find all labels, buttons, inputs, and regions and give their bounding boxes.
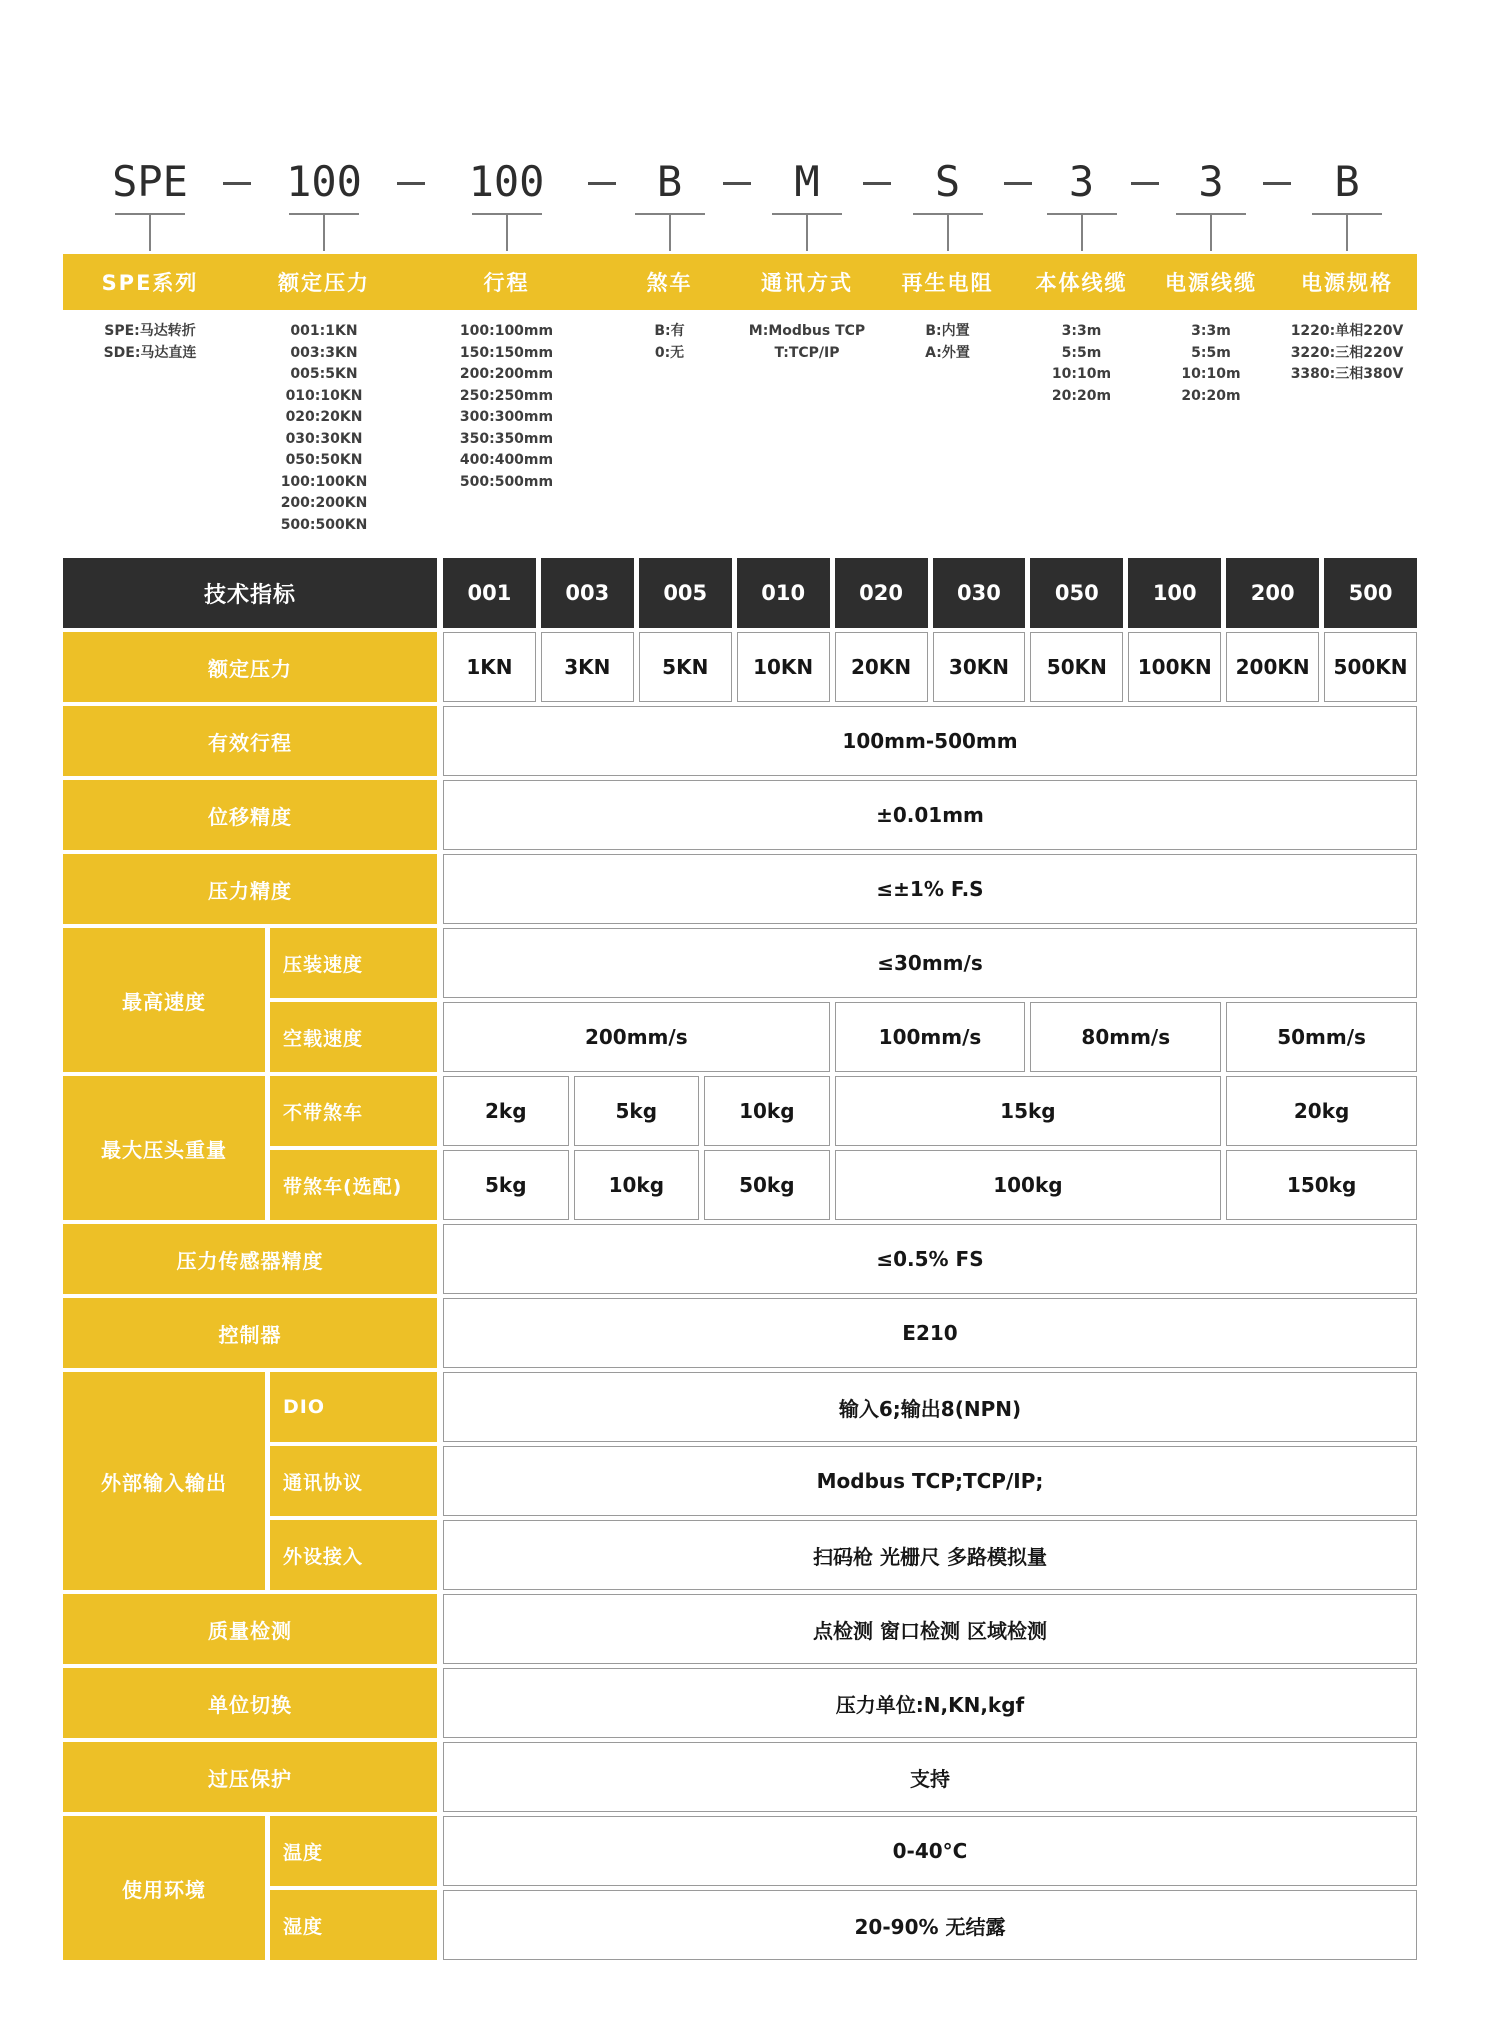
table-row [63, 1224, 1417, 1294]
group-rows [270, 1816, 1417, 1960]
model-segment [1018, 157, 1145, 536]
segment-options [1145, 321, 1277, 407]
cell-value: 30KN [933, 632, 1026, 702]
row-data [443, 928, 1417, 998]
table-row [63, 706, 1417, 776]
cell-value: 扫码枪 光栅尺 多路模拟量 [443, 1520, 1417, 1590]
option-item: 5:5m [1061, 344, 1102, 361]
option-item: 350:350mm [459, 430, 554, 447]
option-item: 3:3m [1191, 323, 1231, 339]
column-header: 020 [835, 558, 928, 628]
cell-value: 200KN [1226, 632, 1319, 702]
segment-options [237, 321, 411, 536]
table-header-label: 技术指标 [63, 558, 437, 628]
segment-label: 电源线缆 [1145, 254, 1277, 310]
cell-value: 150kg [1226, 1150, 1417, 1220]
model-code-value: M [737, 160, 877, 204]
model-segment [411, 157, 602, 536]
row-label: 控制器 [63, 1298, 437, 1368]
option-item: 500:500KN [280, 516, 368, 533]
spec-sheet [63, 0, 1417, 1960]
table-row [270, 1890, 1417, 1960]
table-row [63, 1298, 1417, 1368]
model-code-value: 100 [237, 160, 411, 204]
row-data [443, 1076, 1417, 1146]
column-header: 100 [1128, 558, 1221, 628]
model-segment [1277, 157, 1417, 536]
row-data [443, 854, 1417, 924]
cell-value: 100mm-500mm [443, 706, 1417, 776]
option-item: 20:20m [1181, 387, 1241, 404]
row-data [443, 1520, 1417, 1590]
row-label: 单位切换 [63, 1668, 437, 1738]
cell-value: 100kg [835, 1150, 1222, 1220]
table-group-section [63, 1076, 1417, 1220]
cell-value: ±0.01mm [443, 780, 1417, 850]
cell-value: 10kg [704, 1076, 830, 1146]
cell-value: 1KN [443, 632, 536, 702]
cell-value: 20KN [835, 632, 928, 702]
option-item: 3:3m [1061, 323, 1102, 339]
connector-line [149, 215, 151, 251]
connector-line [506, 215, 508, 251]
model-segment [877, 157, 1018, 536]
option-item: 400:400mm [459, 452, 554, 468]
cell-value: 3KN [541, 632, 634, 702]
table-row [270, 1446, 1417, 1516]
row-data [443, 1668, 1417, 1738]
segment-label: 电源规格 [1277, 254, 1417, 310]
row-label: 位移精度 [63, 780, 437, 850]
column-header: 001 [443, 558, 536, 628]
option-item: B:有 [654, 323, 685, 339]
model-code-value: SPE [63, 160, 237, 204]
option-item: 030:30KN [285, 430, 363, 447]
option-item: 020:20KN [285, 409, 363, 425]
cell-value: 10kg [574, 1150, 700, 1220]
cell-value: E210 [443, 1298, 1417, 1368]
cell-value: 80mm/s [1030, 1002, 1221, 1072]
spec-table [63, 558, 1417, 1960]
cell-value: 100mm/s [835, 1002, 1026, 1072]
row-data [443, 1002, 1417, 1072]
group-rows [270, 1076, 1417, 1220]
table-header-columns [443, 558, 1417, 628]
row-label: 带煞车(选配) [270, 1150, 437, 1220]
option-item: 250:250mm [459, 387, 554, 404]
column-header: 050 [1030, 558, 1123, 628]
segment-label: 额定压力 [237, 254, 411, 310]
option-item: 20:20m [1051, 387, 1112, 404]
connector-line [806, 215, 808, 251]
table-row [63, 632, 1417, 702]
segment-label: 行程 [411, 254, 602, 310]
connector-line [947, 215, 949, 251]
table-group-section [63, 1372, 1417, 1590]
group-label: 外部输入输出 [63, 1372, 265, 1590]
cell-value: 支持 [443, 1742, 1417, 1812]
table-row [270, 1002, 1417, 1072]
cell-value: 20kg [1226, 1076, 1417, 1146]
cell-value: 输入6;输出8(NPN) [443, 1372, 1417, 1442]
option-item: 001:1KN [290, 323, 358, 339]
connector-line [1346, 215, 1348, 251]
row-data [443, 1594, 1417, 1664]
segment-label: SPE系列 [63, 254, 237, 310]
row-data [443, 1446, 1417, 1516]
cell-value: ≤0.5% FS [443, 1224, 1417, 1294]
table-row [63, 1594, 1417, 1664]
connector-line [1210, 215, 1212, 251]
row-data [443, 1372, 1417, 1442]
option-item: 010:10KN [285, 387, 363, 404]
column-header: 200 [1226, 558, 1319, 628]
model-segment [1145, 157, 1277, 536]
model-segment [237, 157, 411, 536]
cell-value: 15kg [835, 1076, 1222, 1146]
table-row [63, 780, 1417, 850]
table-row [63, 1668, 1417, 1738]
model-code-section [63, 157, 1417, 536]
row-data [443, 706, 1417, 776]
group-rows [270, 928, 1417, 1072]
row-data [443, 1150, 1417, 1220]
table-group-section [63, 1816, 1417, 1960]
option-item: A:外置 [925, 344, 970, 361]
table-row [270, 1816, 1417, 1886]
model-code-value: S [877, 160, 1018, 204]
segment-options [737, 321, 877, 364]
option-item: SPE:马达转折 [104, 323, 196, 339]
row-label: 湿度 [270, 1890, 437, 1960]
segment-label: 煞车 [602, 254, 737, 310]
segment-label: 本体线缆 [1018, 254, 1145, 310]
table-row [270, 1150, 1417, 1220]
model-segment [63, 157, 237, 536]
segment-options [411, 321, 602, 493]
row-label: 空载速度 [270, 1002, 437, 1072]
row-label: 压力传感器精度 [63, 1224, 437, 1294]
cell-value: 压力单位:N,KN,kgf [443, 1668, 1417, 1738]
row-data [443, 780, 1417, 850]
segment-options [63, 321, 237, 364]
cell-value: 50kg [704, 1150, 830, 1220]
option-item: 150:150mm [459, 344, 554, 361]
option-item: T:TCP/IP [774, 344, 840, 361]
table-row [270, 928, 1417, 998]
row-label: 外设接入 [270, 1520, 437, 1590]
option-item: 200:200KN [280, 495, 368, 511]
cell-value: ≤±1% F.S [443, 854, 1417, 924]
table-group-section [63, 928, 1417, 1072]
option-item: 100:100KN [280, 473, 368, 490]
cell-value: 50KN [1030, 632, 1123, 702]
cell-value: 5kg [443, 1150, 569, 1220]
segment-options [602, 321, 737, 364]
option-item: 300:300mm [459, 409, 554, 425]
row-label: 有效行程 [63, 706, 437, 776]
table-header-row [63, 558, 1417, 628]
option-item: 5:5m [1191, 344, 1231, 361]
column-header: 030 [933, 558, 1026, 628]
row-label: 不带煞车 [270, 1076, 437, 1146]
option-item: 3380:三相380V [1290, 366, 1404, 382]
column-header: 010 [737, 558, 830, 628]
segment-options [1277, 321, 1417, 386]
option-item: 100:100mm [459, 323, 554, 339]
table-row [270, 1076, 1417, 1146]
row-label: 通讯协议 [270, 1446, 437, 1516]
cell-value: 10KN [737, 632, 830, 702]
row-label: 压力精度 [63, 854, 437, 924]
table-row [63, 1742, 1417, 1812]
model-code-value: 3 [1018, 160, 1145, 204]
row-data [443, 1816, 1417, 1886]
cell-value: 5KN [639, 632, 732, 702]
cell-value: 2kg [443, 1076, 569, 1146]
segment-label: 再生电阻 [877, 254, 1018, 310]
option-item: 200:200mm [459, 366, 554, 382]
cell-value: Modbus TCP;TCP/IP; [443, 1446, 1417, 1516]
row-label: 质量检测 [63, 1594, 437, 1664]
segment-options [1018, 321, 1145, 407]
row-data [443, 1890, 1417, 1960]
column-header: 005 [639, 558, 732, 628]
row-data [443, 1224, 1417, 1294]
group-rows [270, 1372, 1417, 1590]
cell-value: 200mm/s [443, 1002, 830, 1072]
option-item: 3220:三相220V [1290, 344, 1404, 361]
model-segment [737, 157, 877, 536]
column-header: 500 [1324, 558, 1417, 628]
connector-line [1081, 215, 1083, 251]
column-header: 003 [541, 558, 634, 628]
row-label: 额定压力 [63, 632, 437, 702]
cell-value: 0-40°C [443, 1816, 1417, 1886]
row-label: 压装速度 [270, 928, 437, 998]
model-code-value: 3 [1145, 160, 1277, 204]
option-item: M:Modbus TCP [748, 323, 866, 339]
model-code-value: B [602, 160, 737, 204]
segment-options [877, 321, 1018, 364]
table-row [63, 854, 1417, 924]
option-item: 003:3KN [290, 344, 358, 361]
row-data [443, 632, 1417, 702]
model-code-value: 100 [411, 160, 602, 204]
option-item: SDE:马达直连 [103, 344, 197, 361]
option-item: 1220:单相220V [1290, 323, 1404, 339]
connector-line [323, 215, 325, 251]
table-row [270, 1520, 1417, 1590]
model-segment [602, 157, 737, 536]
cell-value: 50mm/s [1226, 1002, 1417, 1072]
group-label: 最高速度 [63, 928, 265, 1072]
model-code-value: B [1334, 157, 1360, 206]
group-label: 最大压头重量 [63, 1076, 265, 1220]
table-row [270, 1372, 1417, 1442]
option-item: B:内置 [925, 323, 970, 339]
cell-value: 5kg [574, 1076, 700, 1146]
option-item: 005:5KN [290, 366, 358, 382]
segment-label: 通讯方式 [737, 254, 877, 310]
cell-value: 20-90% 无结露 [443, 1890, 1417, 1960]
cell-value: 点检测 窗口检测 区域检测 [443, 1594, 1417, 1664]
row-data [443, 1742, 1417, 1812]
row-label: 温度 [270, 1816, 437, 1886]
option-item: 10:10m [1051, 366, 1112, 382]
row-label: DIO [270, 1372, 437, 1442]
connector-line [669, 215, 671, 251]
option-item: 10:10m [1181, 366, 1241, 382]
cell-value: 100KN [1128, 632, 1221, 702]
row-data [443, 1298, 1417, 1368]
option-item: 0:无 [654, 344, 685, 361]
row-label: 过压保护 [63, 1742, 437, 1812]
option-item: 500:500mm [459, 473, 554, 490]
option-item: 050:50KN [285, 452, 363, 468]
cell-value: ≤30mm/s [443, 928, 1417, 998]
cell-value: 500KN [1324, 632, 1417, 702]
group-label: 使用环境 [63, 1816, 265, 1960]
